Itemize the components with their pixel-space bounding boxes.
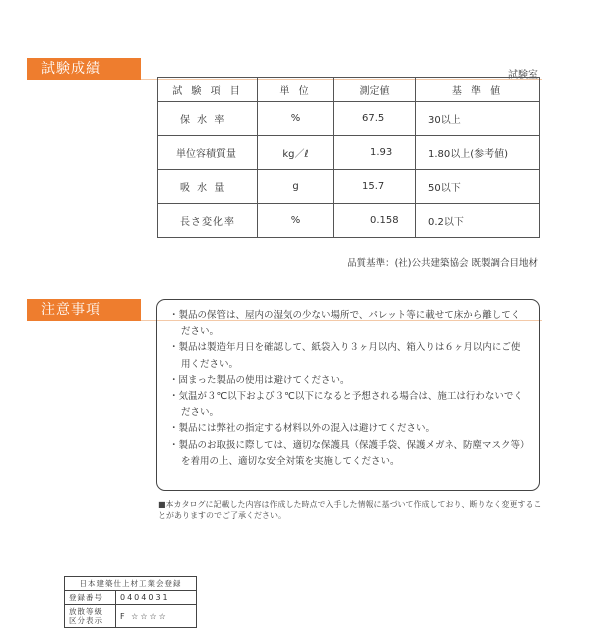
precautions-list bbox=[169, 308, 529, 470]
emission-class-label: 放散等級 区分表示 bbox=[65, 605, 116, 628]
table-row bbox=[65, 591, 197, 605]
list-item: ・ 製品は製造年月日を確認して、紙袋入り３ヶ月以内、箱入りは６ヶ月以内にご使用ください。 bbox=[169, 340, 529, 372]
standard-value: 50以下 bbox=[416, 170, 540, 204]
table-header-row bbox=[158, 78, 540, 102]
unit-cell: % bbox=[258, 102, 334, 136]
precautions-box bbox=[156, 299, 540, 491]
registration-number-value: 0404031 bbox=[116, 591, 197, 605]
test-room-label: 試験室 bbox=[508, 70, 538, 81]
registration-header: 日本建築仕上材工業会登録 bbox=[65, 577, 197, 591]
list-item: ・ 固まった製品の使用は避けてください。 bbox=[169, 373, 529, 389]
emission-class-value: F ☆☆☆☆ bbox=[116, 605, 197, 628]
list-item: ・ 気温が３℃以下および３℃以下になると予想される場合は、施工は行わないでください。 bbox=[169, 389, 529, 421]
test-results-heading: 試験成績 bbox=[27, 58, 141, 80]
column-header: 測定値 bbox=[334, 78, 416, 102]
precautions-heading: 注意事項 bbox=[27, 299, 141, 321]
catalog-disclaimer: ■本カタログに記載した内容は作成した時点で入手した情報に基づいて作成しており、断りなく変更することがありますのでご了承ください。 bbox=[158, 500, 542, 520]
column-header: 試 験 項 目 bbox=[158, 78, 258, 102]
table-row bbox=[158, 102, 540, 136]
standard-value: 1.80以上(参考値) bbox=[416, 136, 540, 170]
test-item: 単位容積質量 bbox=[158, 136, 258, 170]
measured-value: 1.93 bbox=[334, 136, 416, 170]
registration-table bbox=[64, 576, 197, 628]
measured-value: 67.5 bbox=[334, 102, 416, 136]
unit-cell: kg／ℓ bbox=[258, 136, 334, 170]
list-item: ・ 製品には弊社の指定する材料以外の混入は避けてください。 bbox=[169, 421, 529, 437]
table-row bbox=[158, 204, 540, 238]
unit-cell: % bbox=[258, 204, 334, 238]
list-item: ・ 製品の保管は、屋内の湿気の少ない場所で、パレット等に載せて床から離してください。 bbox=[169, 308, 529, 340]
test-results-table bbox=[157, 77, 540, 238]
test-item: 保 水 率 bbox=[158, 102, 258, 136]
standard-value: 0.2以下 bbox=[416, 204, 540, 238]
list-item: ・ 製品のお取扱に際しては、適切な保護具（保護手袋、保護メガネ、防塵マスク等）を着用の上、適切な安全対策を実施してください。 bbox=[169, 438, 529, 470]
standard-value: 30以上 bbox=[416, 102, 540, 136]
quality-standard-note: 品質基準：(社)公共建築協会 既製調合目地材 bbox=[347, 258, 538, 269]
table-row bbox=[158, 170, 540, 204]
test-item: 吸 水 量 bbox=[158, 170, 258, 204]
unit-cell: g bbox=[258, 170, 334, 204]
test-item: 長さ変化率 bbox=[158, 204, 258, 238]
registration-number-label: 登録番号 bbox=[65, 591, 116, 605]
table-row bbox=[158, 136, 540, 170]
column-header: 単 位 bbox=[258, 78, 334, 102]
measured-value: 15.7 bbox=[334, 170, 416, 204]
measured-value: 0.158 bbox=[334, 204, 416, 238]
column-header: 基 準 値 bbox=[416, 78, 540, 102]
table-row bbox=[65, 605, 197, 628]
table-row bbox=[65, 577, 197, 591]
